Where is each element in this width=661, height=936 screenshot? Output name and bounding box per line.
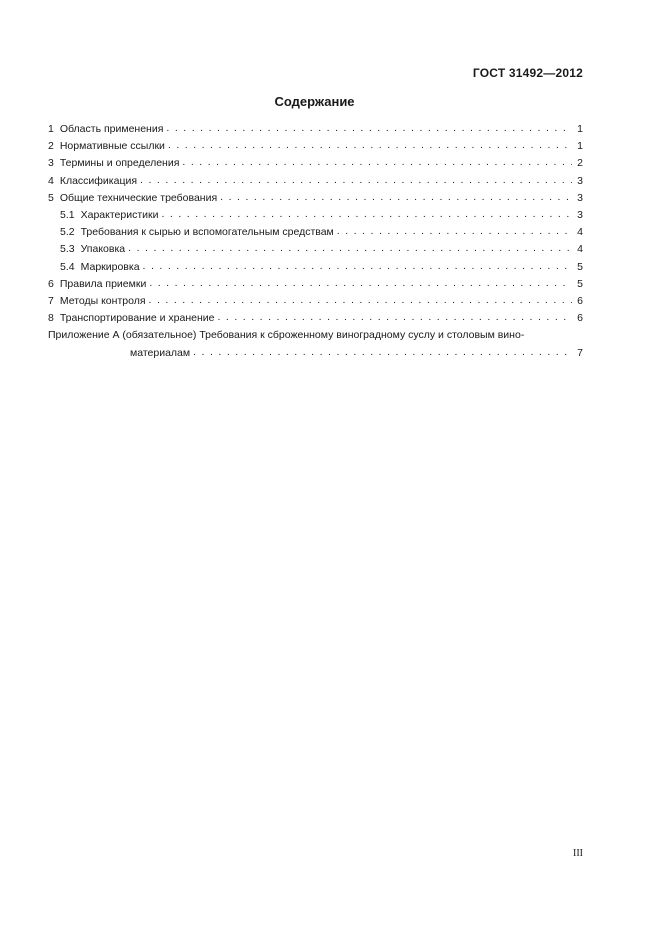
appendix-heading: Приложение А (обязательное) Требования к сброженному виноградному суслу и столовым вино- (48, 329, 525, 342)
toc-item-8[interactable] (48, 310, 583, 327)
toc-item-5-2[interactable] (48, 224, 583, 241)
toc-item-number: 8 (48, 312, 54, 325)
table-of-contents (48, 121, 583, 362)
toc-item-label: Область применения (59, 123, 164, 135)
toc-item-label: Упаковка (80, 243, 126, 256)
dot-leader (193, 344, 572, 361)
dot-leader (182, 154, 572, 171)
toc-item-page: 1 (577, 140, 583, 153)
toc-item-page: 4 (577, 243, 583, 256)
toc-item-5[interactable] (48, 190, 583, 207)
toc-item-number: 6 (48, 277, 54, 290)
dot-leader (149, 275, 572, 292)
dot-leader (217, 309, 572, 326)
toc-appendix-a[interactable] (48, 327, 583, 361)
toc-item-page: 4 (577, 226, 583, 239)
toc-item-page: 3 (577, 174, 583, 187)
toc-item-number: 5.1 (60, 209, 75, 222)
toc-item-label: Характеристики (80, 209, 159, 222)
dot-leader (220, 189, 572, 206)
dot-leader (337, 223, 572, 240)
toc-item-label: Транспортирование и хранение (59, 312, 215, 325)
toc-title: Содержание (274, 94, 355, 109)
toc-item-number: 7 (48, 295, 54, 308)
toc-item-number: 3 (48, 157, 54, 170)
toc-item-2[interactable] (48, 138, 583, 155)
toc-item-label: Методы контроля (59, 295, 146, 308)
toc-item-page: 2 (577, 157, 583, 170)
toc-item-number: 5 (48, 191, 54, 204)
appendix-continuation: материалам (130, 346, 191, 359)
toc-item-5-1[interactable] (48, 207, 583, 224)
toc-item-5-3[interactable] (48, 241, 583, 258)
toc-item-label: Требования к сырью и вспомогательным средствам (80, 226, 334, 239)
dot-leader (140, 172, 572, 189)
toc-item-page: 7 (577, 346, 583, 359)
document-code: ГОСТ 31492—2012 (472, 66, 583, 80)
toc-item-number: 5.3 (60, 243, 75, 256)
toc-item-number: 4 (48, 174, 54, 187)
toc-item-number: 1 (48, 123, 54, 135)
dot-leader (128, 240, 572, 257)
toc-item-6[interactable] (48, 276, 583, 293)
toc-item-page: 3 (577, 191, 583, 204)
toc-item-label: Правила приемки (59, 277, 147, 290)
toc-item-page: 3 (577, 209, 583, 222)
toc-item-5-4[interactable] (48, 259, 583, 276)
toc-item-4[interactable] (48, 173, 583, 190)
toc-item-label: Термины и определения (59, 157, 180, 170)
toc-item-7[interactable] (48, 293, 583, 310)
toc-item-number: 5.4 (60, 260, 75, 273)
toc-item-number: 2 (48, 140, 54, 153)
dot-leader (143, 258, 572, 275)
toc-item-label: Классификация (59, 174, 138, 187)
toc-item-label: Нормативные ссылки (59, 140, 165, 153)
page-number: III (573, 848, 583, 859)
dot-leader (166, 120, 572, 137)
toc-item-label: Маркировка (80, 260, 140, 273)
toc-item-page: 5 (577, 277, 583, 290)
toc-item-page: 5 (577, 260, 583, 273)
toc-item-page: 6 (577, 295, 583, 308)
toc-item-number: 5.2 (60, 226, 75, 239)
toc-item-page: 6 (577, 312, 583, 325)
toc-item-label: Общие технические требования (59, 191, 218, 204)
appendix-continuation-row (48, 345, 583, 362)
toc-item-page: 1 (577, 123, 583, 135)
dot-leader (168, 137, 572, 154)
toc-item-1[interactable] (48, 121, 583, 138)
dot-leader (161, 206, 572, 223)
toc-item-3[interactable] (48, 155, 583, 172)
dot-leader (149, 292, 572, 309)
